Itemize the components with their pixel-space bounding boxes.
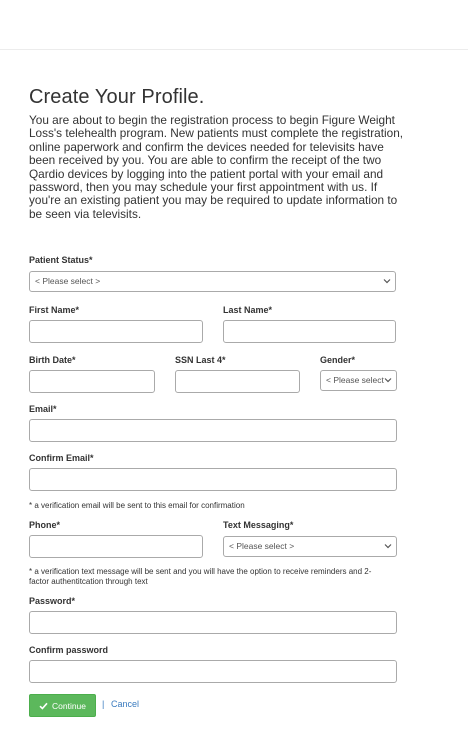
confirm-email-label: Confirm Email* [29, 453, 94, 463]
chevron-down-icon [384, 543, 392, 549]
patient-status-label: Patient Status* [29, 255, 93, 265]
password-label: Password* [29, 596, 76, 606]
first-name-label: First Name* [29, 305, 80, 315]
ssn-label: SSN Last 4* [175, 355, 226, 365]
first-name-input[interactable] [29, 320, 203, 343]
intro-text: You are about to begin the registration process to begin Figure Weight Loss's telehealth program. New patients must complete the registration, online paperwork and confirm the devices needed for televisits have been received by you. You are able to confirm the receipt of the two Qardio devices by logging into the patient portal with your email and password, then you may schedule your first appointment with us. If you're an existing patient you may be required to update information to be seen via televisits. [29, 113, 404, 221]
confirm-password-input[interactable] [29, 660, 397, 683]
cancel-link[interactable]: Cancel [111, 699, 140, 709]
action-separator: | [102, 699, 105, 709]
top-header-bar [0, 0, 468, 50]
email-input[interactable] [29, 419, 397, 442]
check-icon [39, 702, 48, 710]
text-messaging-value: < Please select > [229, 541, 295, 551]
email-verification-note: * a verification email will be sent to this email for confirmation [29, 501, 245, 510]
continue-button[interactable] [29, 694, 96, 717]
last-name-label: Last Name* [223, 305, 273, 315]
text-messaging-label: Text Messaging* [223, 520, 294, 530]
last-name-input[interactable] [223, 320, 396, 343]
patient-status-select[interactable] [29, 271, 396, 292]
birth-date-label: Birth Date* [29, 355, 76, 365]
chevron-down-icon [383, 278, 391, 284]
ssn-input[interactable] [175, 370, 300, 393]
phone-input[interactable] [29, 535, 203, 558]
confirm-email-input[interactable] [29, 468, 397, 491]
password-input[interactable] [29, 611, 397, 634]
gender-value: < Please select > [326, 375, 392, 385]
chevron-down-icon [384, 377, 392, 383]
birth-date-input[interactable] [29, 370, 155, 393]
gender-label: Gender* [320, 355, 356, 365]
confirm-password-label: Confirm password [29, 645, 109, 655]
phone-verification-note: * a verification text message will be sent and you will have the option to receive reminders and 2-factor authentitcation through text [29, 567, 372, 586]
page-title: Create Your Profile. [29, 86, 205, 108]
continue-label: Continue [51, 700, 87, 711]
gender-select[interactable] [320, 370, 397, 391]
phone-label: Phone* [29, 520, 61, 530]
email-label: Email* [29, 404, 57, 414]
text-messaging-select[interactable] [223, 536, 397, 557]
patient-status-value: < Please select > [35, 276, 101, 286]
